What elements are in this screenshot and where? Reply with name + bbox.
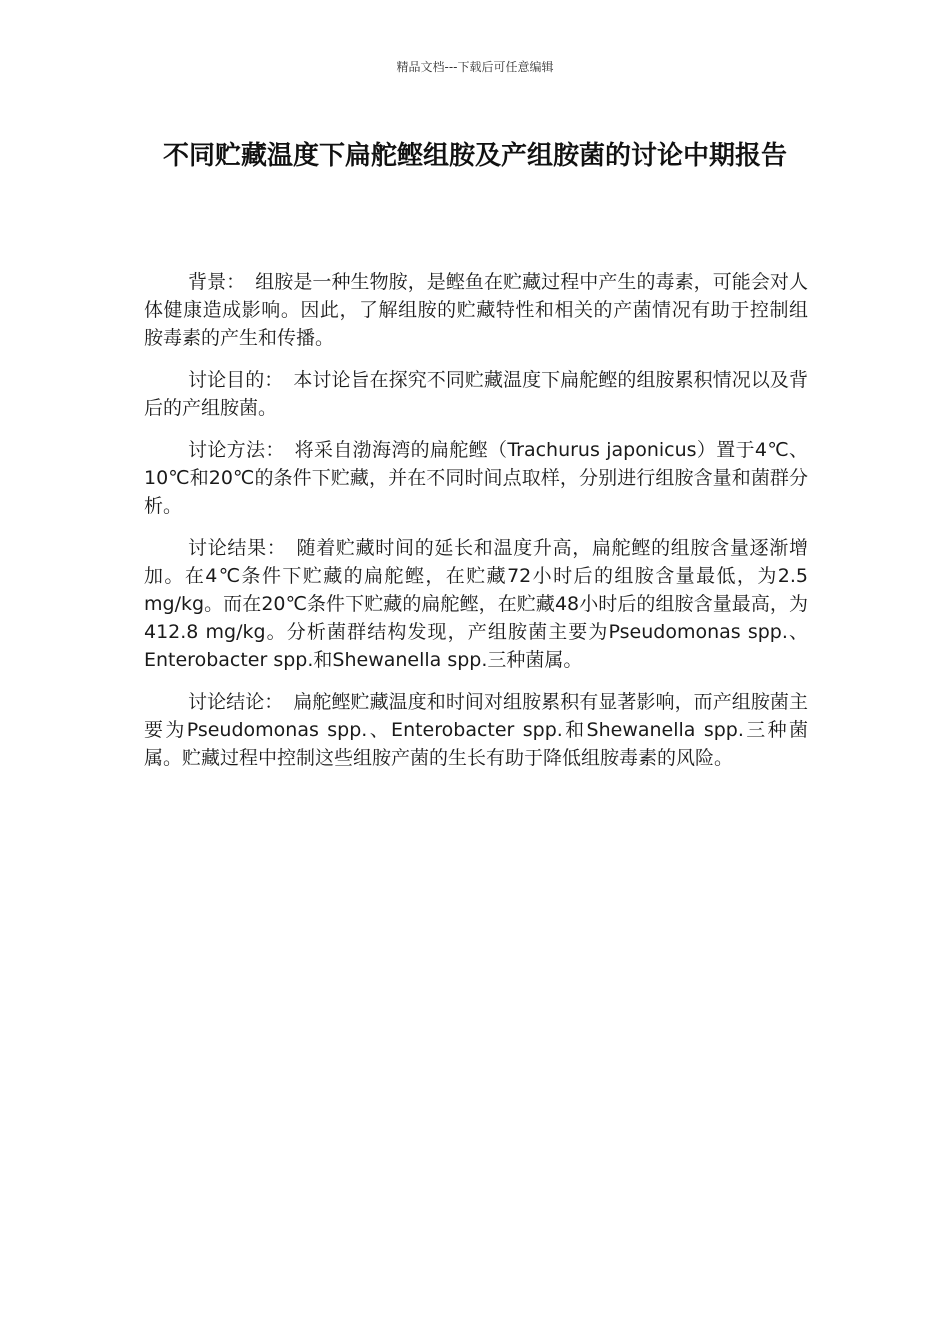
section-text: 将采自渤海湾的扁舵鲣（Trachurus japonicus）置于4℃、10℃和20℃的条件下贮藏，并在不同时间点取样，分别进行组胺含量和菌群分析。 <box>144 439 808 517</box>
section-label: 讨论结论： <box>188 691 284 713</box>
section-method <box>144 436 808 520</box>
header-note: 精品文档---下载后可任意编辑 <box>396 60 554 74</box>
section-conclusion <box>144 688 808 772</box>
section-label: 讨论结果： <box>188 537 287 559</box>
section-results <box>144 534 808 674</box>
section-label: 背景： <box>188 271 246 293</box>
section-text: 扁舵鲣贮藏温度和时间对组胺累积有显著影响，而产组胺菌主要为Pseudomonas spp.、Enterobacter spp.和Shewanella spp.三种菌属。贮藏过程中控制这些组胺产菌的生长有助于降低组胺毒素的风险。 <box>144 691 808 769</box>
section-background <box>144 268 808 352</box>
section-label: 讨论目的： <box>188 369 284 391</box>
section-text: 组胺是一种生物胺，是鲣鱼在贮藏过程中产生的毒素，可能会对人体健康造成影响。因此，了解组胺的贮藏特性和相关的产菌情况有助于控制组胺毒素的产生和传播。 <box>144 271 808 349</box>
section-text: 随着贮藏时间的延长和温度升高，扁舵鲣的组胺含量逐渐增加。在4℃条件下贮藏的扁舵鲣，在贮藏72小时后的组胺含量最低，为2.5 mg/kg。而在20℃条件下贮藏的扁舵鲣，在贮藏48小时后的组胺含量最高，为412.8 mg/kg。分析菌群结构发现，产组胺菌主要为Pseudomonas spp.、Enterobacter spp.和Shewanella spp.三种菌属。 <box>144 537 808 671</box>
section-text: 本讨论旨在探究不同贮藏温度下扁舵鲣的组胺累积情况以及背后的产组胺菌。 <box>144 369 808 419</box>
document-body <box>144 268 808 786</box>
section-label: 讨论方法： <box>188 439 285 461</box>
document-title: 不同贮藏温度下扁舵鲣组胺及产组胺菌的讨论中期报告 <box>162 141 787 171</box>
section-purpose <box>144 366 808 422</box>
